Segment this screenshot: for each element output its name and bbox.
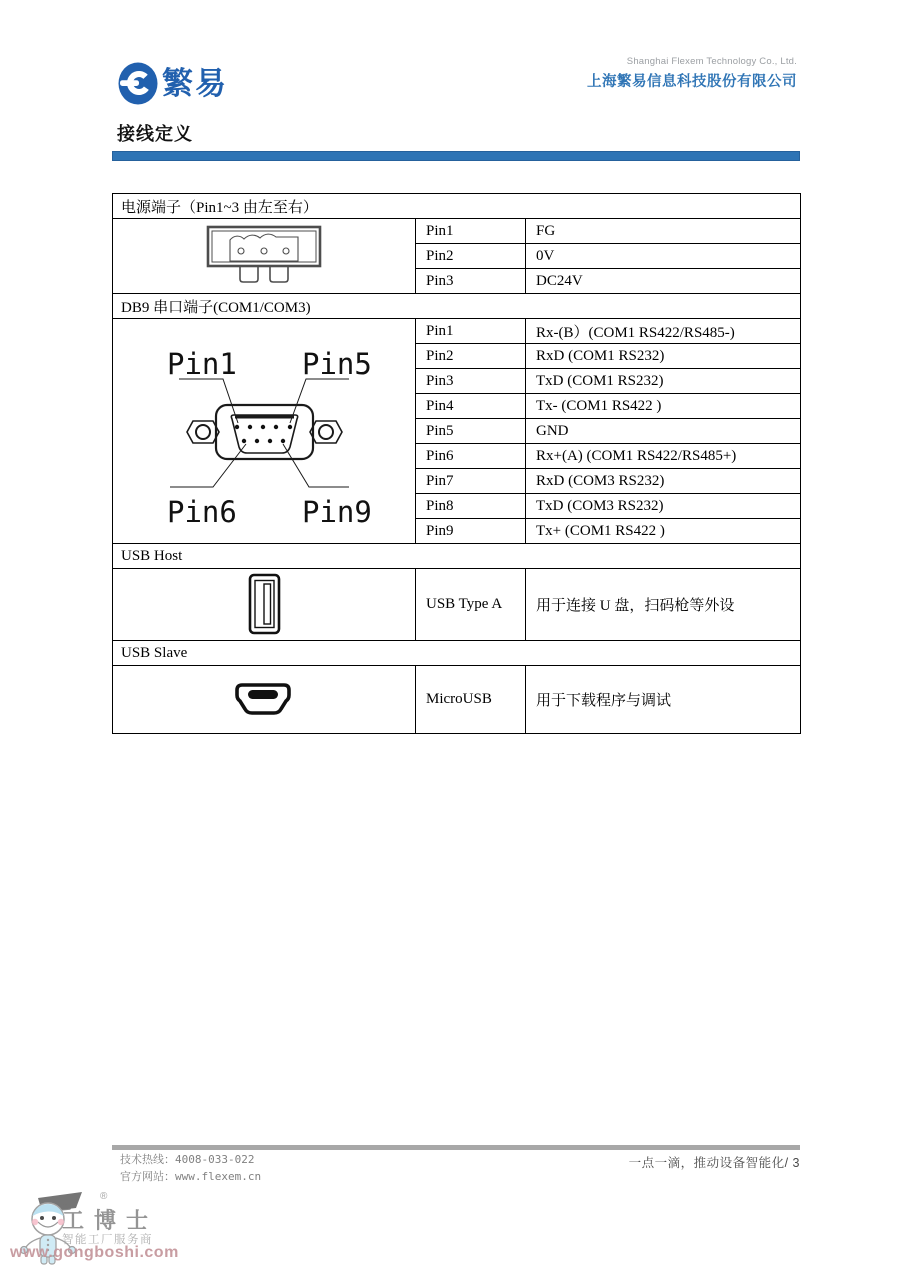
usb-type-a-icon [113, 569, 416, 640]
table-row [113, 569, 801, 641]
page-title: 接线定义 [117, 124, 193, 144]
pin-desc: TxD (COM1 RS232) [526, 369, 801, 394]
pin-desc: RxD (COM1 RS232) [526, 344, 801, 369]
registered-mark: ® [100, 1191, 108, 1202]
power-terminal-diagram [113, 220, 416, 292]
table-row [113, 194, 801, 219]
connector-name: USB Type A [416, 569, 526, 641]
company-name-en: Shanghai Flexem Technology Co., Ltd. [626, 56, 797, 67]
watermark-brand-name: 工博士 [62, 1208, 159, 1233]
watermark-url: www.gongboshi.com [10, 1244, 179, 1261]
logo-text: 繁易 [162, 66, 228, 101]
db9-label-pin6: Pin6 [167, 495, 237, 529]
pin-label: Pin1 [416, 219, 526, 244]
connector-desc: 用于下载程序与调试 [526, 666, 801, 734]
pin-desc: DC24V [526, 269, 801, 294]
pin-desc: Tx- (COM1 RS422 ) [526, 394, 801, 419]
section-header-db9: DB9 串口端子(COM1/COM3) [113, 294, 801, 319]
connector-desc: 用于连接 U 盘，扫码枪等外设 [526, 569, 801, 641]
footer-divider-bar [112, 1145, 800, 1150]
watermark-subtitle: 智能工厂服务商 [62, 1234, 153, 1246]
db9-connector-diagram [113, 323, 416, 539]
pin-desc: Rx-(B）(COM1 RS422/RS485-) [526, 319, 801, 344]
pin-label: Pin2 [416, 344, 526, 369]
connector-name: MicroUSB [416, 666, 526, 734]
db9-label-pin9: Pin9 [302, 495, 372, 529]
pin-label: Pin8 [416, 494, 526, 519]
db9-diagram-cell [113, 319, 416, 544]
company-name-zh: 上海繁易信息科技股份有限公司 [587, 74, 797, 90]
footer-contact [120, 1151, 261, 1185]
flexem-logo-icon [118, 62, 158, 105]
table-row [113, 544, 801, 569]
pin-label: Pin3 [416, 369, 526, 394]
db9-label-pin1: Pin1 [167, 347, 237, 381]
pin-label: Pin9 [416, 519, 526, 544]
table-row [113, 319, 801, 344]
wiring-definition-table [112, 193, 801, 734]
pin-desc: RxD (COM3 RS232) [526, 469, 801, 494]
micro-usb-diagram-cell [113, 666, 416, 734]
footer-website: 官方网站：www.flexem.cn [120, 1170, 262, 1183]
pin-label: Pin2 [416, 244, 526, 269]
pin-desc: FG [526, 219, 801, 244]
table-row [113, 641, 801, 666]
pin-desc: GND [526, 419, 801, 444]
section-header-usb-host: USB Host [113, 544, 801, 569]
footer-slogan-page: 一点一滴，推动设备智能化/ 3 [628, 1156, 800, 1170]
pin-desc: Rx+(A) (COM1 RS422/RS485+) [526, 444, 801, 469]
pin-label: Pin4 [416, 394, 526, 419]
section-header-usb-slave: USB Slave [113, 641, 801, 666]
power-terminal-diagram-cell [113, 219, 416, 294]
pin-desc: TxD (COM3 RS232) [526, 494, 801, 519]
pin-desc: Tx+ (COM1 RS422 ) [526, 519, 801, 544]
pin-label: Pin6 [416, 444, 526, 469]
usb-a-diagram-cell [113, 569, 416, 641]
title-accent-bar [112, 151, 800, 161]
micro-usb-icon [113, 666, 416, 733]
flexem-logo [118, 62, 228, 105]
pin-label: Pin5 [416, 419, 526, 444]
table-row [113, 666, 801, 734]
table-row [113, 219, 801, 244]
table-row [113, 294, 801, 319]
pin-desc: 0V [526, 244, 801, 269]
pin-label: Pin3 [416, 269, 526, 294]
section-header-power: 电源端子（Pin1~3 由左至右） [113, 194, 801, 219]
footer-hotline: 技术热线：4008-033-022 [120, 1153, 255, 1166]
pin-label: Pin1 [416, 319, 526, 344]
pin-label: Pin7 [416, 469, 526, 494]
company-block [587, 56, 797, 91]
db9-label-pin5: Pin5 [302, 347, 372, 381]
